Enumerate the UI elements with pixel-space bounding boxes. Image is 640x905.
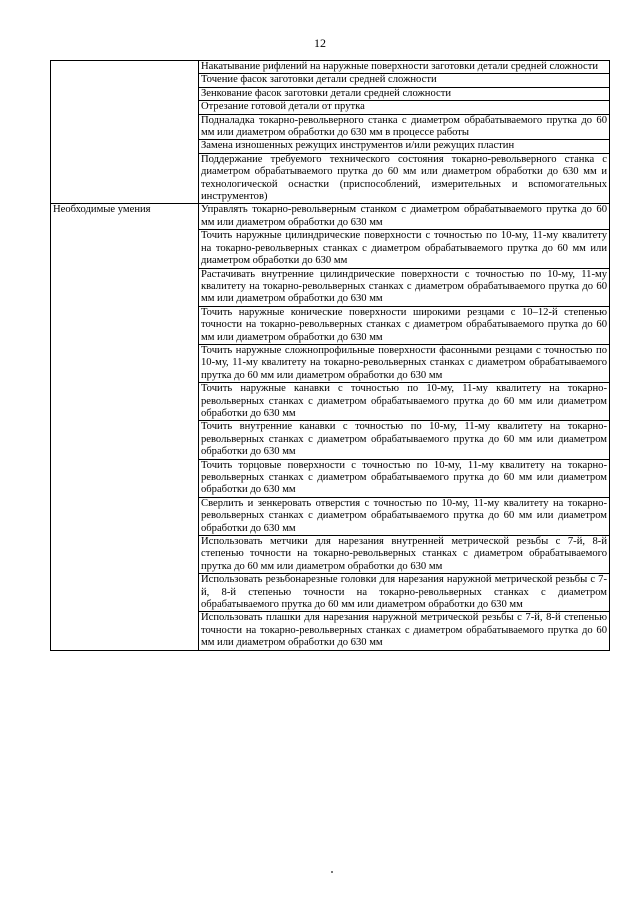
table-cell: Точить наружные цилиндрические поверхности с точностью по 10-му, 11-му квалитету на токарно-револьверных станках с диаметром обрабатываемого прутка до 60 мм или диаметром обработки до 630 мм <box>199 230 610 268</box>
table-cell: Использовать плашки для нарезания наружной метрической резьбы с 7-й, 8-й степенью точности на токарно-револьверных станках с диаметром обрабатываемого прутка до 60 мм или диаметром обработки до 630 мм <box>199 612 610 650</box>
table-cell: Точение фасок заготовки детали средней сложности <box>199 74 610 87</box>
table-cell: Использовать резьбонарезные головки для нарезания наружной метрической резьбы с 7-й, 8-й степенью точности на токарно-револьверных станках с диаметром обрабатываемого прутка до 60 мм или диаметром обработки до 630 мм <box>199 574 610 612</box>
table-row <box>51 61 610 74</box>
table-cell: Замена изношенных режущих инструментов и/или режущих пластин <box>199 140 610 153</box>
table-cell: Управлять токарно-револьверным станком с диаметром обрабатываемого прутка до 60 мм или диаметром обработки до 630 мм <box>199 204 610 230</box>
table-cell: Подналадка токарно-револьверного станка с диаметром обрабатываемого прутка до 60 мм или диаметром обработки до 630 мм в процессе работы <box>199 114 610 140</box>
table-cell: Растачивать внутренние цилиндрические поверхности с точностью по 10-му, 11-му квалитету на токарно-револьверных станках с диаметром обрабатываемого прутка до 60 мм или диаметром обработки до 630 мм <box>199 268 610 306</box>
table-cell: Точить торцовые поверхности с точностью по 10-му, 11-му квалитету на токарно-револьверных станках с диаметром обрабатываемого прутка до 60 мм или диаметром обработки до 630 мм <box>199 459 610 497</box>
section-label-required-skills: Необходимые умения <box>51 204 199 650</box>
section-label <box>51 61 199 204</box>
page-number: 12 <box>314 36 326 50</box>
table-cell: Поддержание требуемого технического состояния токарно-револьверного станка с диаметром обрабатываемого прутка до 60 мм или диаметром обработки до 630 мм и технологической оснастки (приспособлений, измерительных и вспомогательных инструментов) <box>199 153 610 204</box>
table-row <box>51 204 610 230</box>
table-cell: Точить наружные сложнопрофильные поверхности фасонными резцами с точностью по 10-му, 11-му квалитету на токарно-револьверных станках с диаметром обрабатываемого прутка до 60 мм или диаметром обработки до 630 мм <box>199 344 610 382</box>
table-cell: Сверлить и зенкеровать отверстия с точностью по 10-му, 11-му квалитету на токарно-револьверных станках с диаметром обрабатываемого прутка до 60 мм или диаметром обработки до 630 мм <box>199 497 610 535</box>
table-cell: Точить наружные конические поверхности широкими резцами с 10–12-й степенью точности на токарно-револьверных станках с диаметром обрабатываемого прутка до 60 мм или диаметром обработки до 630 мм <box>199 306 610 344</box>
requirements-table <box>50 60 610 651</box>
scan-speck <box>331 871 333 873</box>
table-cell: Отрезание готовой детали от прутка <box>199 101 610 114</box>
table-cell: Зенкование фасок заготовки детали средней сложности <box>199 87 610 100</box>
table-body <box>51 61 610 651</box>
table-cell: Использовать метчики для нарезания внутренней метрической резьбы с 7-й, 8-й степенью точности на токарно-револьверных станках с диаметром обрабатываемого прутка до 60 мм или диаметром обработки до 630 мм <box>199 536 610 574</box>
table-cell: Точить внутренние канавки с точностью по 10-му, 11-му квалитету на токарно-револьверных станках с диаметром обрабатываемого прутка до 60 мм или диаметром обработки до 630 мм <box>199 421 610 459</box>
table-cell: Точить наружные канавки с точностью по 10-му, 11-му квалитету на токарно-револьверных станках с диаметром обрабатываемого прутка до 60 мм или диаметром обработки до 630 мм <box>199 383 610 421</box>
table-cell: Накатывание рифлений на наружные поверхности заготовки детали средней сложности <box>199 61 610 74</box>
